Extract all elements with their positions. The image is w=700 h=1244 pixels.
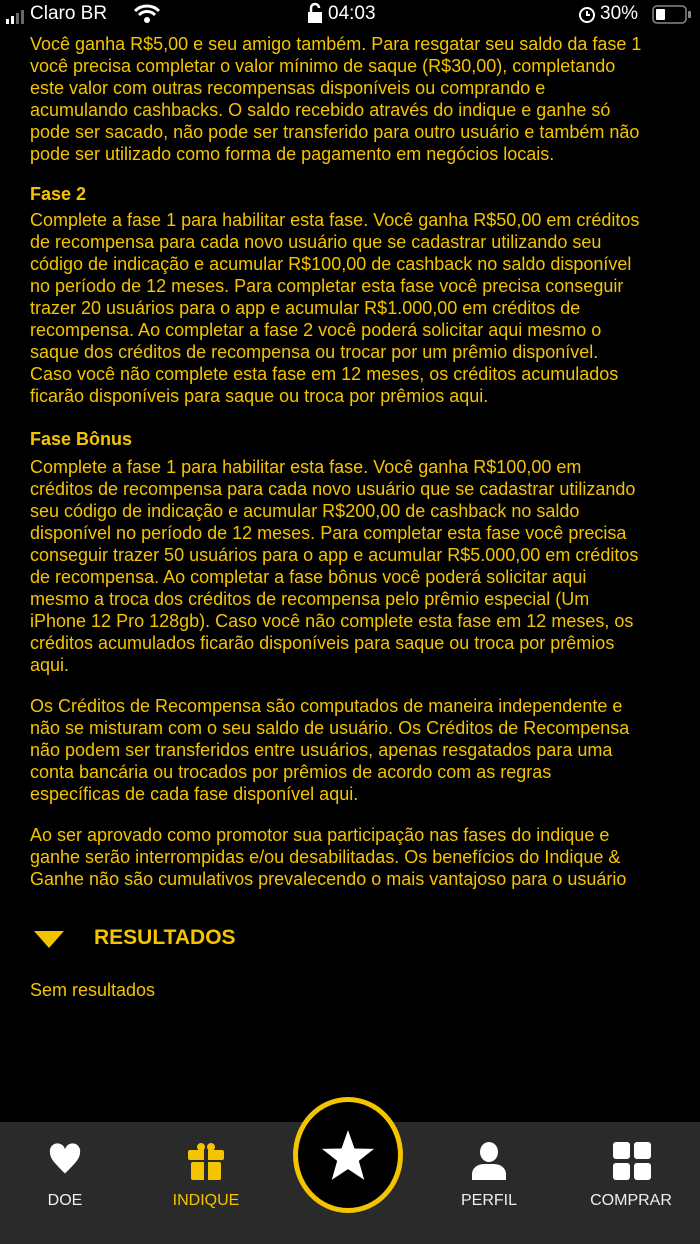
paragraph-line: não se misturam com o seu saldo de usuário. Os Créditos de Recompensa (30, 718, 630, 738)
paragraph-line: créditos acumulados ficarão disponíveis para saque ou troca por prêmios (30, 633, 615, 653)
paragraph-line: no período de 12 meses. Para completar esta fase você precisa conseguir (30, 276, 624, 296)
paragraph-line: código de indicação e acumular R$100,00 de cashback no saldo disponível (30, 254, 632, 274)
results-title: RESULTADOS (94, 926, 236, 949)
nav-comprar[interactable] (571, 1122, 691, 1244)
nav-doe[interactable] (5, 1122, 125, 1244)
paragraph-line: recompensa. Ao completar a fase 2 você poderá solicitar aqui mesmo o (30, 320, 602, 340)
paragraph-line: créditos de recompensa para cada novo usuário que se cadastrar utilizando (30, 479, 636, 499)
paragraph-line: pode ser sacado, não pode ser transferido para outro usuário e também não (30, 122, 640, 142)
paragraph-line: conta bancária ou trocados por prêmios de acordo com as regras (30, 762, 552, 782)
nav-perfil-label: PERFIL (460, 1192, 517, 1209)
paragraph (30, 209, 639, 407)
battery-icon (652, 5, 692, 31)
clock: 04:03 (328, 3, 376, 24)
nav-indique-label: INDIQUE (172, 1192, 240, 1209)
paragraph-line: Você ganha R$5,00 e seu amigo também. Para resgatar seu saldo da fase 1 (30, 34, 642, 54)
star-icon (322, 1130, 374, 1180)
paragraph-line: mesmo a troca dos créditos de recompensa pelo prêmio especial (Um (30, 589, 590, 609)
paragraph (30, 456, 638, 676)
paragraph-line: este valor com outras recompensas disponíveis ou comprando e (30, 78, 546, 98)
paragraph-line: aqui. (30, 655, 70, 675)
person-icon (471, 1142, 507, 1180)
alarm-icon (578, 6, 596, 30)
status-bar (0, 0, 700, 30)
paragraph-line: Caso você não complete esta fase em 12 meses, os créditos acumulados (30, 364, 619, 384)
paragraph-line: Complete a fase 1 para habilitar esta fase. Você ganha R$50,00 em créditos (30, 210, 640, 230)
paragraph-line: trazer 20 usuários para o app e acumular R$1.000,00 em créditos de (30, 298, 581, 318)
paragraph-line: Ganhe não são cumulativos prevalecendo o mais vantajoso para o usuário (30, 869, 627, 889)
section-heading: Fase Bônus (30, 429, 133, 449)
paragraph-line: você precisa completar o valor mínimo de saque (R$30,00), completando (30, 56, 616, 76)
triangle-down-icon (34, 931, 64, 949)
paragraph (30, 33, 641, 165)
paragraph-line: saque dos créditos de recompensa ou trocar por um prêmio disponível. (30, 342, 599, 362)
paragraph (30, 695, 629, 805)
nav-perfil[interactable] (429, 1122, 549, 1244)
lock-icon (307, 2, 323, 30)
paragraph-line: iPhone 12 Pro 128gb). Caso você não complete esta fase em 12 meses, os (30, 611, 634, 631)
paragraph-line: de recompensa. Ao completar a fase bônus você poderá solicitar aqui (30, 567, 587, 587)
paragraph-line: pode ser utilizado como forma de pagamento em negócios locais. (30, 144, 555, 164)
nav-comprar-label: COMPRAR (590, 1192, 672, 1209)
nav-doe-label: DOE (47, 1192, 83, 1209)
paragraph (30, 824, 626, 890)
wifi-icon (134, 4, 160, 30)
grid-icon (613, 1142, 651, 1180)
section-heading: Fase 2 (30, 184, 87, 204)
paragraph-line: Complete a fase 1 para habilitar esta fase. Você ganha R$100,00 em (30, 457, 582, 477)
nav-indique[interactable] (146, 1122, 266, 1244)
signal-icon (6, 8, 28, 30)
paragraph-line: ficarão disponíveis para saque ou troca por prêmios aqui. (30, 386, 489, 406)
carrier: Claro BR (30, 3, 108, 24)
paragraph-line: disponível no período de 12 meses. Para completar esta fase você precisa (30, 523, 627, 543)
paragraph-line: seu código de indicação e acumular R$200,00 de cashback no saldo (30, 501, 580, 521)
battery-percent: 30% (600, 3, 639, 24)
paragraph-line: específicas de cada fase disponível aqui. (30, 784, 359, 804)
paragraph-line: conseguir trazer 50 usuários para o app e acumular R$5.000,00 em créditos (30, 545, 639, 565)
paragraph-line: de recompensa para cada novo usuário que se cadastrar utilizando seu (30, 232, 602, 252)
paragraph-line: não podem ser transferidos entre usuários, apenas resgatados para uma (30, 740, 613, 760)
paragraph-line: ganhe serão interrompidas e/ou desabilitadas. Os benefícios do Indique & (30, 847, 621, 867)
star-center-button[interactable] (293, 1097, 403, 1213)
paragraph-line: acumulando cashbacks. O saldo recebido através do indique e ganhe só (30, 100, 611, 120)
gift-icon (188, 1142, 224, 1180)
paragraph-line: Os Créditos de Recompensa são computados de maneira independente e (30, 696, 623, 716)
heart-icon (47, 1142, 83, 1178)
paragraph-line: Ao ser aprovado como promotor sua participação nas fases do indique e (30, 825, 610, 845)
results-empty: Sem resultados (30, 980, 156, 1000)
